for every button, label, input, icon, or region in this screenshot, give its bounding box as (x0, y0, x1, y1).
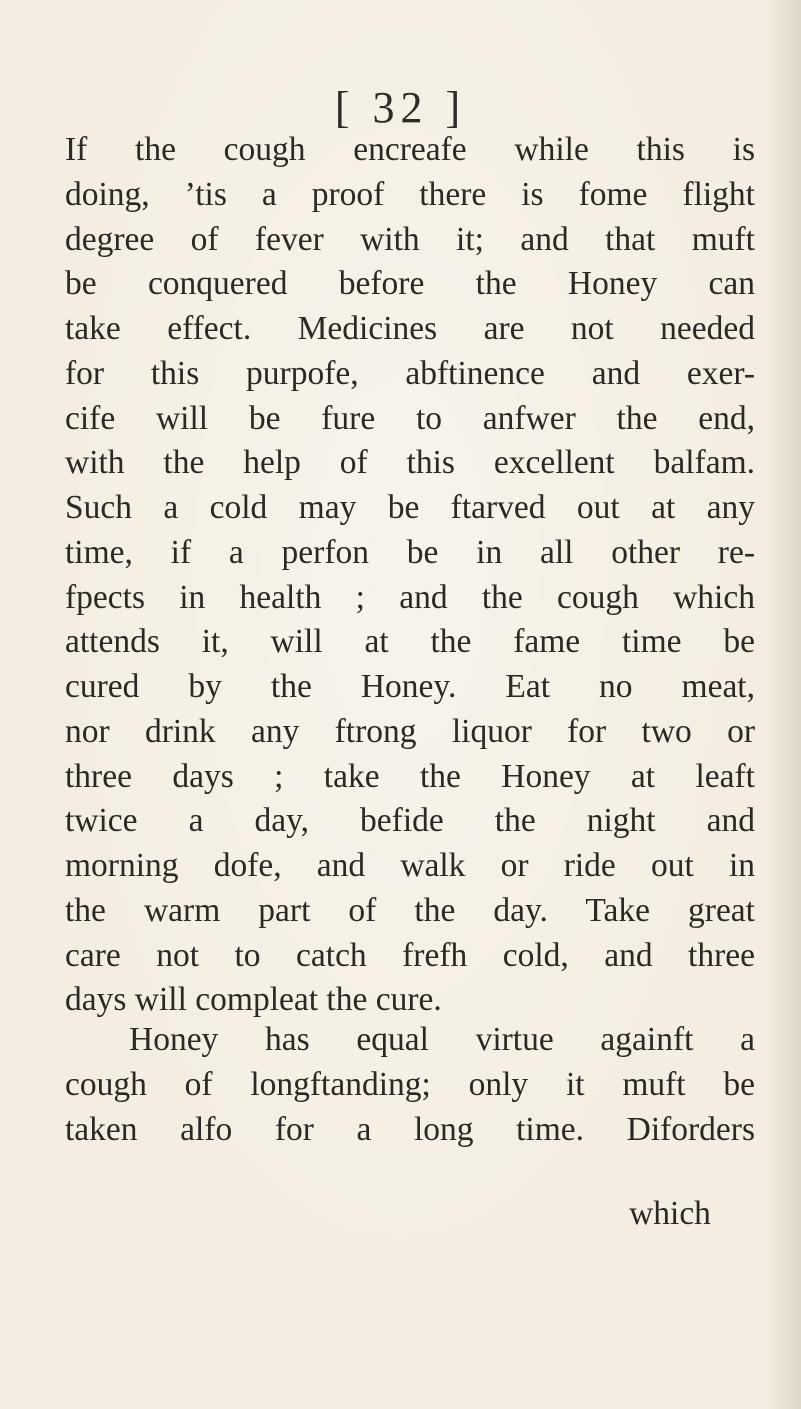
text-line: taken alfo for a long time. Diforders (65, 1110, 755, 1148)
text-line: degree of fever with it; and that muft (65, 220, 755, 258)
catchword: which (629, 1195, 711, 1232)
paragraph-2 (65, 1018, 755, 1152)
text-line: care not to catch frefh cold, and three (65, 936, 755, 974)
text-line: cife will be fure to anfwer the end, (65, 399, 755, 437)
page-number: [ 32 ] (334, 83, 467, 132)
text-line: the warm part of the day. Take great (65, 891, 755, 929)
text-line: If the cough encreafe while this is (65, 131, 755, 168)
text-line: cured by the Honey. Eat no meat, (65, 668, 755, 705)
text-line: twice a day, befide the night and (65, 802, 755, 840)
paragraph-1 (65, 128, 755, 1023)
text-line: cough of longftanding; only it muft be (65, 1065, 755, 1103)
text-line: Such a cold may be ftarved out at any (65, 489, 755, 526)
text-line: nor drink any ftrong liquor for two or (65, 712, 755, 750)
text-line: with the help of this excellent balfam. (65, 444, 755, 482)
text-line: days will compleat the cure. (65, 981, 442, 1019)
text-line: take effect. Medicines are not needed (65, 310, 755, 347)
text-line: Honey has equal virtue againft a (129, 1021, 755, 1058)
text-line: three days ; take the Honey at leaft (65, 757, 755, 795)
text-line: doing, ’tis a proof there is fome flight (65, 175, 755, 213)
text-line: for this purpofe, abftinence and exer- (65, 354, 755, 392)
text-line: time, if a perfon be in all other re- (65, 533, 755, 571)
page-edge-shadow (765, 0, 801, 1409)
text-line: fpects in health ; and the cough which (65, 578, 755, 616)
text-line: morning dofe, and walk or ride out in (65, 847, 755, 884)
text-line: be conquered before the Honey can (65, 265, 755, 303)
text-line: attends it, will at the fame time be (65, 623, 755, 661)
